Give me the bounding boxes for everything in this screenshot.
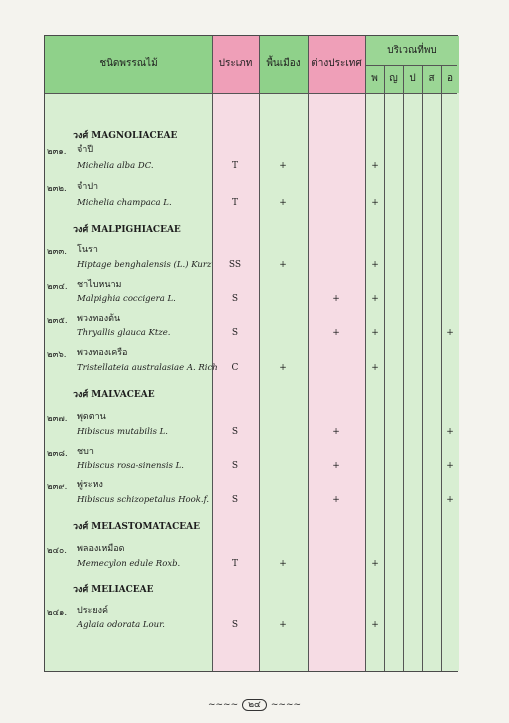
species-thai-name: ประยงค์ [77, 606, 109, 616]
divider [212, 36, 213, 671]
page-number: ๒๔ [242, 699, 267, 711]
divider [384, 65, 385, 671]
species-type: T [231, 198, 238, 208]
page-footer [0, 697, 509, 711]
col-foreign-band [308, 36, 365, 671]
family-heading: วงศ์ MALPIGHIACEAE [73, 225, 181, 235]
species-type: C [231, 363, 239, 373]
header-divider [45, 93, 457, 94]
native-mark: + [279, 620, 287, 630]
area-mark: + [371, 363, 379, 373]
species-scientific-name: Hibiscus schizopetalus Hook.f. [77, 495, 210, 505]
species-thai-name: พวงทองต้น [77, 314, 121, 324]
species-scientific-name: Tristellateia australasiae A. Rich [77, 363, 218, 373]
species-number: ๒๓๑. [47, 147, 67, 157]
species-number: ๒๓๖. [47, 350, 67, 360]
family-heading: วงศ์ MALVACEAE [73, 390, 155, 400]
species-number: ๒๓๙. [47, 482, 68, 492]
species-scientific-name: Michelia champaca L. [77, 198, 172, 208]
species-number: ๒๔๐. [47, 546, 67, 556]
area-mark: + [446, 328, 454, 338]
foreign-mark: + [332, 328, 340, 338]
col-area-band [365, 36, 459, 671]
species-number: ๒๓๔. [47, 282, 68, 292]
native-mark: + [279, 161, 287, 171]
col-native-band [259, 36, 308, 671]
species-scientific-name: Thryallis glauca Ktze. [77, 328, 171, 338]
family-heading: วงศ์ MELASTOMATACEAE [73, 522, 200, 532]
species-thai-name: โนรา [77, 245, 98, 255]
native-mark: + [279, 260, 287, 270]
divider [422, 65, 423, 671]
area-mark: + [371, 198, 379, 208]
header-foreign: ต่างประเทศ [311, 58, 362, 69]
species-thai-name: จำปา [77, 182, 99, 192]
species-thai-name: พลองเหมือด [77, 544, 125, 554]
header-area-y: ญ [389, 73, 398, 84]
species-scientific-name: Hiptage benghalensis (L.) Kurz [77, 260, 212, 270]
species-number: ๒๓๗. [47, 414, 68, 424]
area-mark: + [371, 559, 379, 569]
foreign-mark: + [332, 294, 340, 304]
footer-ornament-left: ~~~~ [207, 700, 239, 710]
divider [403, 65, 404, 671]
divider [308, 36, 309, 671]
header-type: ประเภท [218, 58, 253, 69]
species-type: SS [228, 260, 242, 270]
species-scientific-name: Michelia alba DC. [77, 161, 154, 171]
native-mark: + [279, 559, 287, 569]
species-number: ๒๓๘. [47, 449, 68, 459]
col-type-band [212, 36, 259, 671]
native-mark: + [279, 198, 287, 208]
area-mark: + [371, 328, 379, 338]
header-area-s: ส [428, 73, 435, 84]
species-scientific-name: Memecylon edule Roxb. [77, 559, 181, 569]
species-type: T [231, 559, 238, 569]
area-header-divider [365, 65, 457, 66]
species-table [44, 35, 458, 672]
footer-ornament-right: ~~~~ [270, 700, 302, 710]
header-area: บริเวณที่พบ [387, 45, 437, 56]
foreign-mark: + [332, 461, 340, 471]
species-type: T [231, 161, 238, 171]
area-mark: + [371, 294, 379, 304]
species-thai-name: ชาไบหนาม [77, 280, 122, 290]
area-mark: + [371, 260, 379, 270]
foreign-mark: + [332, 495, 340, 505]
family-heading: วงศ์ MELIACEAE [73, 585, 154, 595]
header-area-p: พ [371, 73, 378, 84]
species-thai-name: พุดตาน [77, 412, 106, 422]
species-scientific-name: Hibiscus rosa-sinensis L. [77, 461, 184, 471]
species-thai-name: พวงทองเครือ [77, 348, 128, 358]
species-type: S [231, 620, 239, 630]
species-number: ๒๓๓. [47, 247, 67, 257]
species-type: S [231, 495, 239, 505]
area-mark: + [371, 620, 379, 630]
area-mark: + [446, 461, 454, 471]
species-scientific-name: Aglaia odorata Lour. [77, 620, 165, 630]
species-number: ๒๓๕. [47, 316, 68, 326]
header-native: พื้นเมือง [266, 58, 301, 69]
species-scientific-name: Malpighia coccigera L. [77, 294, 176, 304]
species-type: S [231, 427, 239, 437]
species-scientific-name: Hibiscus mutabilis L. [77, 427, 168, 437]
species-thai-name: จำปี [77, 145, 94, 155]
header-area-o: อ [446, 73, 453, 84]
species-type: S [231, 461, 239, 471]
species-type: S [231, 328, 239, 338]
area-mark: + [371, 161, 379, 171]
species-thai-name: ชบา [77, 447, 94, 457]
species-thai-name: พู่ระหง [77, 480, 103, 490]
foreign-mark: + [332, 427, 340, 437]
divider [259, 36, 260, 671]
species-type: S [231, 294, 239, 304]
divider [441, 65, 442, 671]
native-mark: + [279, 363, 287, 373]
species-number: ๒๔๑. [47, 608, 68, 618]
divider [365, 36, 366, 671]
header-area-pp: ป [409, 73, 416, 84]
species-number: ๒๓๒. [47, 184, 67, 194]
family-heading: วงศ์ MAGNOLIACEAE [73, 131, 178, 141]
header-species: ชนิดพรรณไม้ [99, 58, 158, 69]
area-mark: + [446, 427, 454, 437]
area-mark: + [446, 495, 454, 505]
